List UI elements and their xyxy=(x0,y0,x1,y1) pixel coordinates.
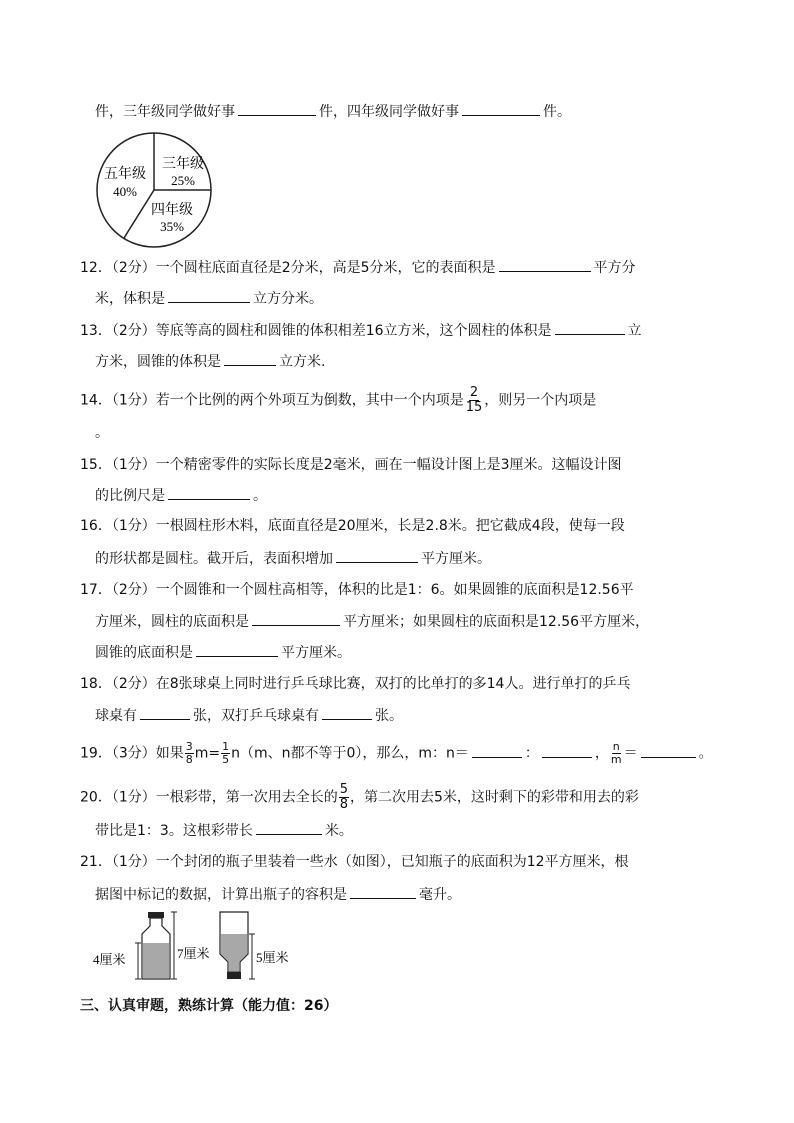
pie-label-grade5: 五年级 xyxy=(104,167,146,182)
section-3-heading: 三、认真审题，熟练计算（能力值：26） xyxy=(80,998,338,1014)
q21-line2: 据图中标记的数据，计算出瓶子的容积是 毫升。 xyxy=(95,884,461,905)
answer-blank[interactable] xyxy=(555,320,625,335)
q14-line2: 。 xyxy=(95,425,109,441)
fraction-n-m: $\frac{n}{m}$ xyxy=(610,740,622,766)
answer-blank[interactable] xyxy=(256,820,322,835)
q19-line: 19．（3分）如果 $\frac{3}{8}$ m= $\frac{1}{5}$ n（m、n都不等于0），那么，m：n＝ ： ， $\frac{n}{m}$ ＝ 。 xyxy=(80,740,713,766)
bottle-water xyxy=(221,934,247,971)
answer-blank[interactable] xyxy=(499,257,591,272)
q17-line3: 圆锥的底面积是 平方厘米。 xyxy=(95,642,351,663)
answer-blank[interactable] xyxy=(472,743,522,758)
answer-blank[interactable] xyxy=(252,611,340,626)
upright-bottle xyxy=(93,912,210,979)
air-height-label: 5厘米 xyxy=(256,950,289,965)
answer-blank[interactable] xyxy=(168,288,250,303)
q16-line1: 16．（1分）一根圆柱形木料，底面直径是20厘米，长是2.8米。把它截成4段，使每一段 xyxy=(80,518,625,534)
q15-line2: 的比例尺是 。 xyxy=(95,485,267,506)
q13-line1: 13．（2分）等底等高的圆柱和圆锥的体积相差16立方米，这个圆柱的体积是 立 xyxy=(80,320,642,341)
q12-line2: 米，体积是 立方分米。 xyxy=(95,288,323,309)
fraction-3-8: $\frac{3}{8}$ xyxy=(185,740,193,766)
q13-line2: 方米，圆锥的体积是 立方米. xyxy=(95,351,325,372)
q14-line1: 14．（1分）若一个比例的两个外项互为倒数，其中一个内项是 $\frac{2}{15}$ ，则另一个内项是 xyxy=(80,385,597,415)
total-height-label: 7厘米 xyxy=(177,946,210,961)
pie-label-grade5-pct: 40% xyxy=(113,184,137,199)
inverted-bottle xyxy=(220,912,289,979)
answer-blank[interactable] xyxy=(542,743,592,758)
water-height-label: 4厘米 xyxy=(93,952,126,967)
pie-label-grade3: 三年级 xyxy=(162,157,204,172)
q20-line2: 带比是1：3。这根彩带长 米。 xyxy=(95,820,353,841)
answer-blank[interactable] xyxy=(641,743,696,758)
answer-blank[interactable] xyxy=(462,101,540,116)
q21-line1: 21．（1分）一个封闭的瓶子里装着一些水（如图），已知瓶子的底面积为12平方厘米，根 xyxy=(80,854,629,870)
fraction-5-8: $\frac{5}{8}$ xyxy=(339,782,349,812)
answer-blank[interactable] xyxy=(168,485,250,500)
pie-label-grade3-pct: 25% xyxy=(171,173,195,188)
answer-blank[interactable] xyxy=(350,884,416,899)
bottle-cap xyxy=(227,972,241,979)
answer-blank[interactable] xyxy=(140,705,190,720)
answer-blank[interactable] xyxy=(224,351,276,366)
answer-blank[interactable] xyxy=(238,101,316,116)
q18-line1: 18．（2分）在8张球桌上同时进行乒乓球比赛，双打的比单打的多14人。进行单打的乒乓 xyxy=(80,676,631,692)
q15-line1: 15．（1分）一个精密零件的实际长度是2毫米，画在一幅设计图上是3厘米。这幅设计图 xyxy=(80,457,622,473)
answer-blank[interactable] xyxy=(196,642,278,657)
bottle-water xyxy=(143,943,169,978)
bottle-figure xyxy=(92,910,302,982)
pie-label-grade4: 四年级 xyxy=(151,203,193,218)
q17-line2: 方厘米，圆柱的底面积是 平方厘米；如果圆柱的底面积是12.56平方厘米， xyxy=(95,611,649,632)
answer-blank[interactable] xyxy=(336,548,418,563)
answer-blank[interactable] xyxy=(322,705,372,720)
q17-line1: 17．（2分）一个圆锥和一个圆柱高相等，体积的比是1：6。如果圆锥的底面积是12.56平 xyxy=(80,582,634,598)
fraction-1-5: $\frac{1}{5}$ xyxy=(222,740,230,766)
fraction-2-15: $\frac{2}{15}$ xyxy=(465,385,483,415)
q20-line1: 20．（1分）一根彩带，第一次用去全长的 $\frac{5}{8}$ ，第二次用去5米，这时剩下的彩带和用去的彩 xyxy=(80,782,639,812)
good-deeds-pie-chart xyxy=(94,130,214,250)
pie-label-grade4-pct: 35% xyxy=(160,219,184,234)
q16-line2: 的形状都是圆柱。截开后，表面积增加 平方厘米。 xyxy=(95,548,491,569)
q12-line1: 12．（2分）一个圆柱底面直径是2分米，高是5分米，它的表面积是 平方分 xyxy=(80,257,636,278)
bottle-cap xyxy=(148,912,164,918)
q11-tail-line: 件，三年级同学做好事 件，四年级同学做好事 件。 xyxy=(95,101,571,122)
q18-line2: 球桌有 张，双打乒乓球桌有 张。 xyxy=(95,705,403,726)
